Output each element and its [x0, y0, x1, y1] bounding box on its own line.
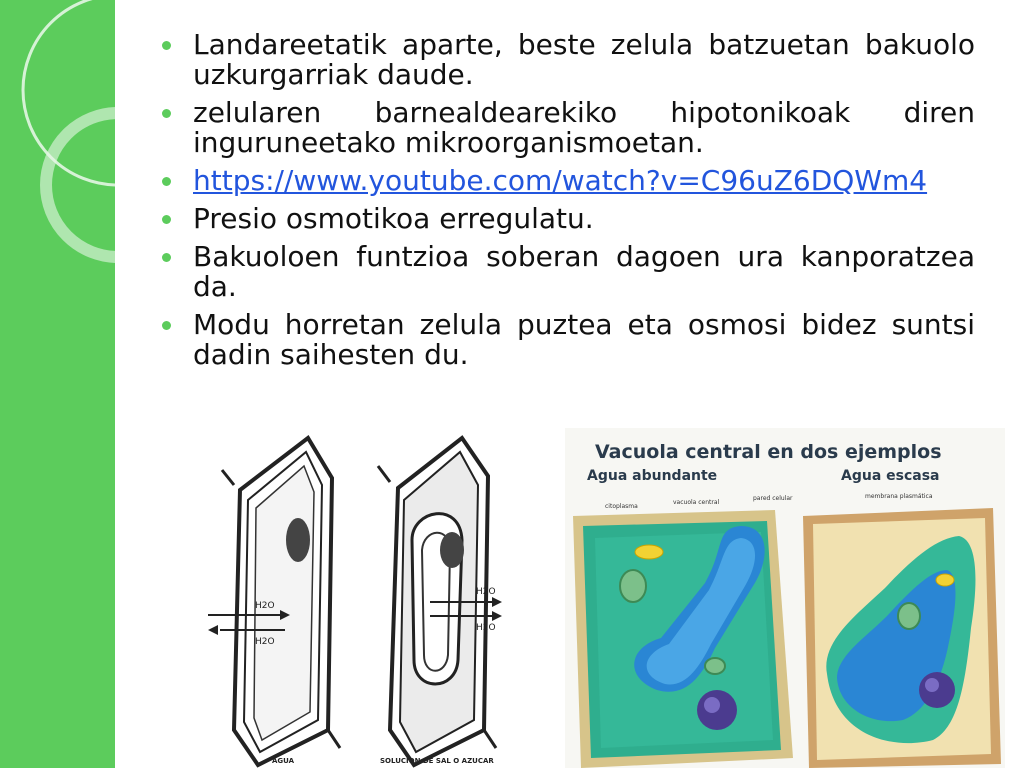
- bullet-item: [160, 242, 975, 302]
- bullet-dot-icon: [162, 253, 171, 262]
- sidebar-circles-decoration: [0, 0, 115, 768]
- label-plasma-membrane: membrana plasmática: [865, 493, 933, 500]
- bullet-item: [160, 30, 975, 90]
- bullet-item: [160, 310, 975, 370]
- bullet-list: [160, 30, 975, 378]
- turgid-cell: [573, 510, 793, 768]
- bullet-item: [160, 204, 975, 234]
- bullet-text: Modu horretan zelula puztea eta osmosi bidez suntsi dadin saihesten du.: [193, 308, 975, 371]
- diagram-title: Vacuola central en dos ejemplos: [595, 441, 942, 463]
- label-central-vacuole: vacuola central: [673, 499, 720, 506]
- bullet-dot-icon: [162, 321, 171, 330]
- label-cytoplasm: citoplasma: [605, 503, 638, 510]
- h2o-label: H2O: [476, 587, 496, 597]
- caption-water: AGUA: [272, 757, 295, 765]
- bullet-text: Presio osmotikoa erregulatu.: [193, 202, 594, 235]
- bullet-text: Bakuoloen funtzioa soberan dagoen ura kanporatzea da.: [193, 240, 975, 303]
- bullet-text: zelularen barnealdearekiko hipotonikoak diren inguruneetako mikroorganismoetan.: [193, 96, 975, 159]
- caption-salt-solution: SOLUCION DE SAL O AZUCAR: [380, 757, 494, 765]
- bullet-dot-icon: [162, 215, 171, 224]
- h2o-label: H2O: [255, 637, 275, 647]
- subtitle-abundant-water: Agua abundante: [587, 468, 718, 484]
- bullet-item: [160, 166, 975, 196]
- plasmolyzed-cell: [803, 508, 1001, 768]
- label-cell-wall: pared celular: [753, 495, 793, 502]
- bullet-dot-icon: [162, 41, 171, 50]
- cell-in-water: [222, 438, 340, 765]
- bullet-dot-icon: [162, 177, 171, 186]
- h2o-label: H2O: [255, 601, 275, 611]
- central-vacuole-diagram: [565, 428, 1005, 768]
- youtube-link[interactable]: https://www.youtube.com/watch?v=C96uZ6DQWm4: [193, 164, 928, 197]
- h2o-label: H2O: [476, 623, 496, 633]
- subtitle-scarce-water: Agua escasa: [841, 468, 940, 484]
- osmosis-cells-diagram: [200, 430, 530, 768]
- bullet-dot-icon: [162, 109, 171, 118]
- decorative-sidebar: [0, 0, 115, 768]
- bullet-item: [160, 98, 975, 158]
- bullet-text: Landareetatik aparte, beste zelula batzuetan bakuolo uzkurgarriak daude.: [193, 28, 975, 91]
